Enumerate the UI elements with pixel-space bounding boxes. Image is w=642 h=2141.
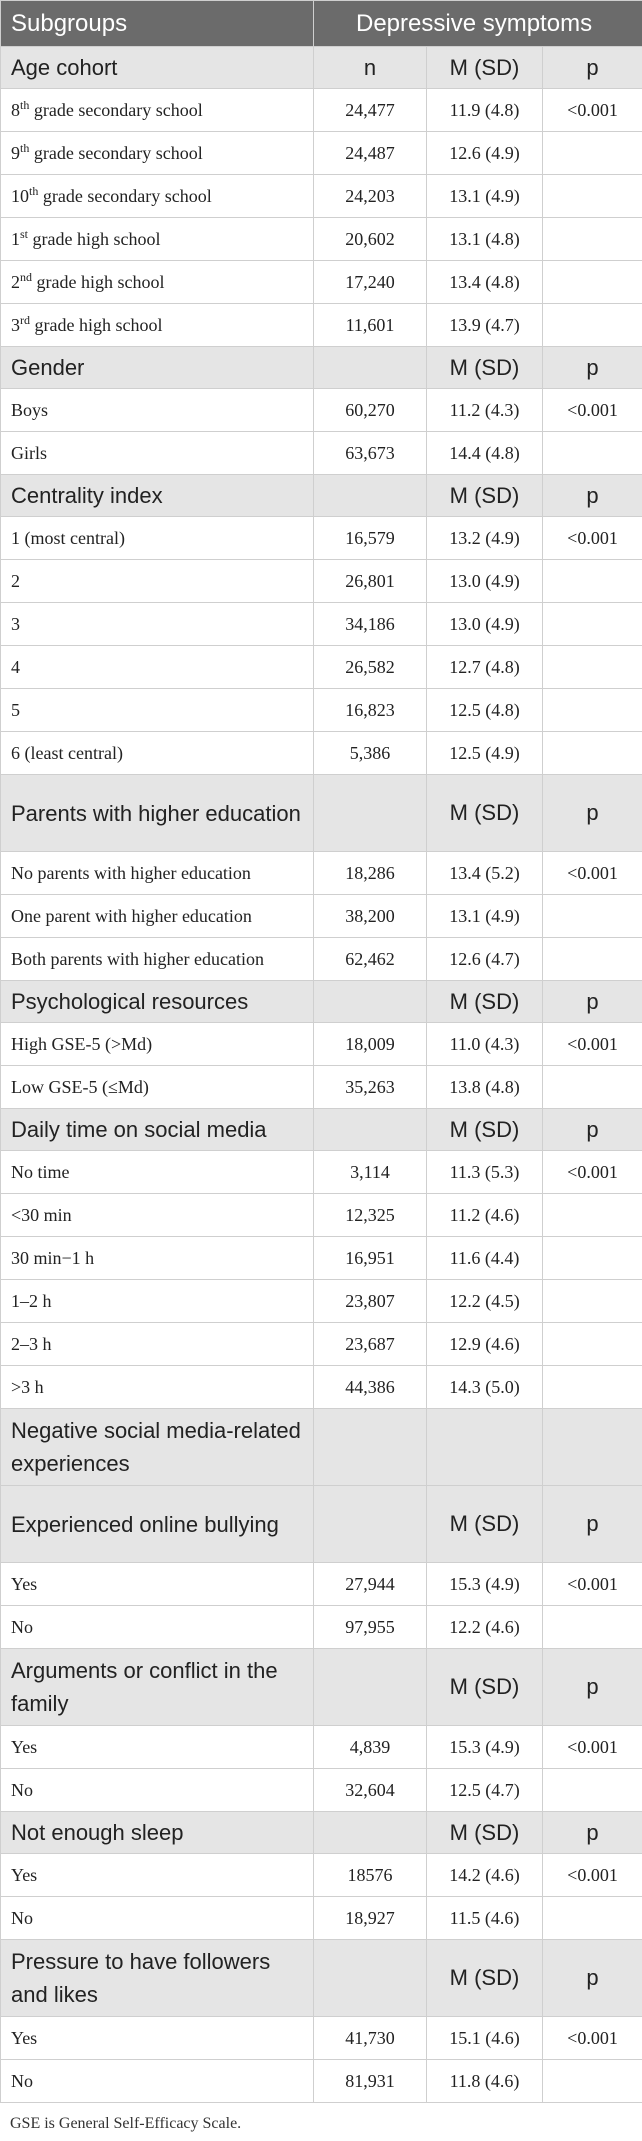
row-p: <0.001 [543, 1854, 642, 1897]
row-msd: 12.5 (4.8) [427, 689, 543, 732]
row-n: 18576 [314, 1854, 427, 1897]
ordinal-number: 8 [11, 99, 20, 120]
ordinal-suffix: rd [20, 312, 30, 327]
row-n: 23,807 [314, 1280, 427, 1323]
row-label: 5 [1, 689, 314, 732]
row-n: 11,601 [314, 304, 427, 347]
row-p: <0.001 [543, 1151, 642, 1194]
row-p [543, 1066, 642, 1109]
row-p: <0.001 [543, 1563, 642, 1606]
section-msd-header: M (SD) [427, 1486, 543, 1563]
table-row [1, 1769, 642, 1812]
section-header-row [1, 47, 642, 89]
section-p-header: p [543, 1486, 642, 1563]
row-n: 32,604 [314, 1769, 427, 1812]
section-n-header: n [314, 47, 427, 89]
table-row [1, 1726, 642, 1769]
row-msd: 15.1 (4.6) [427, 2017, 543, 2060]
table-row [1, 1897, 642, 1940]
row-msd: 12.2 (4.6) [427, 1606, 543, 1649]
row-label: No [1, 1769, 314, 1812]
row-p [543, 1280, 642, 1323]
table-row [1, 1066, 642, 1109]
row-msd: 11.8 (4.6) [427, 2060, 543, 2103]
section-p-header: p [543, 1940, 642, 2017]
section-header-row [1, 1940, 642, 2017]
ordinal-suffix: th [29, 183, 39, 198]
row-n: 41,730 [314, 2017, 427, 2060]
section-p-header: p [543, 1109, 642, 1151]
row-msd: 14.2 (4.6) [427, 1854, 543, 1897]
section-label: Not enough sleep [1, 1812, 314, 1854]
ordinal-number: 10 [11, 185, 29, 206]
ordinal-number: 2 [11, 271, 20, 292]
table-row [1, 304, 642, 347]
row-msd: 12.2 (4.5) [427, 1280, 543, 1323]
table-row [1, 646, 642, 689]
ordinal-number: 1 [11, 228, 20, 249]
section-label: Daily time on social media [1, 1109, 314, 1151]
section-p-header: p [543, 1812, 642, 1854]
table-row [1, 1280, 642, 1323]
table-row [1, 895, 642, 938]
row-msd: 11.3 (5.3) [427, 1151, 543, 1194]
section-label: Psychological resources [1, 981, 314, 1023]
row-label [1, 175, 314, 218]
row-p: <0.001 [543, 1023, 642, 1066]
section-p-header: p [543, 47, 642, 89]
row-n: 97,955 [314, 1606, 427, 1649]
row-p [543, 304, 642, 347]
row-label [1, 89, 314, 132]
section-n-header [314, 1812, 427, 1854]
row-p [543, 560, 642, 603]
row-label [1, 132, 314, 175]
table-row [1, 732, 642, 775]
row-msd: 13.8 (4.8) [427, 1066, 543, 1109]
section-p-header [543, 1409, 642, 1486]
section-label: Negative social media-related experiences [1, 1409, 314, 1486]
section-header-row [1, 981, 642, 1023]
row-p: <0.001 [543, 852, 642, 895]
row-p [543, 432, 642, 475]
row-n: 18,286 [314, 852, 427, 895]
section-header-row [1, 1812, 642, 1854]
section-msd-header: M (SD) [427, 1812, 543, 1854]
row-msd: 15.3 (4.9) [427, 1563, 543, 1606]
section-n-header [314, 347, 427, 389]
section-header-row [1, 775, 642, 852]
row-n: 16,579 [314, 517, 427, 560]
row-msd: 13.0 (4.9) [427, 560, 543, 603]
row-n: 16,823 [314, 689, 427, 732]
row-p: <0.001 [543, 389, 642, 432]
table-footnote: GSE is General Self-Efficacy Scale. [10, 2115, 242, 2132]
section-label: Parents with higher education [1, 775, 314, 852]
row-label: 6 (least central) [1, 732, 314, 775]
row-n: 24,203 [314, 175, 427, 218]
row-p: <0.001 [543, 1726, 642, 1769]
table-row [1, 1237, 642, 1280]
row-n: 44,386 [314, 1366, 427, 1409]
header-subgroups: Subgroups [1, 1, 314, 47]
row-p [543, 1897, 642, 1940]
table-row [1, 689, 642, 732]
table-row [1, 1151, 642, 1194]
row-n: 63,673 [314, 432, 427, 475]
row-label-text: grade secondary school [29, 99, 203, 120]
row-p [543, 175, 642, 218]
table-header-row [1, 1, 642, 47]
row-msd: 13.9 (4.7) [427, 304, 543, 347]
row-label: 1 (most central) [1, 517, 314, 560]
section-msd-header: M (SD) [427, 775, 543, 852]
row-label: Yes [1, 2017, 314, 2060]
row-p: <0.001 [543, 517, 642, 560]
row-n: 38,200 [314, 895, 427, 938]
row-n: 24,487 [314, 132, 427, 175]
section-msd-header [427, 1409, 543, 1486]
row-label-text: grade high school [32, 271, 165, 292]
row-n: 35,263 [314, 1066, 427, 1109]
row-msd: 12.6 (4.7) [427, 938, 543, 981]
row-label: 2 [1, 560, 314, 603]
section-label: Centrality index [1, 475, 314, 517]
row-label: One parent with higher education [1, 895, 314, 938]
table-row [1, 938, 642, 981]
row-msd: 13.1 (4.9) [427, 175, 543, 218]
row-label: 4 [1, 646, 314, 689]
section-header-row [1, 1486, 642, 1563]
ordinal-suffix: th [20, 97, 30, 112]
section-n-header [314, 1409, 427, 1486]
row-p [543, 2060, 642, 2103]
row-n: 4,839 [314, 1726, 427, 1769]
row-label: No [1, 2060, 314, 2103]
row-label: 1–2 h [1, 1280, 314, 1323]
row-msd: 11.5 (4.6) [427, 1897, 543, 1940]
row-label: 2–3 h [1, 1323, 314, 1366]
section-msd-header: M (SD) [427, 347, 543, 389]
row-p [543, 938, 642, 981]
row-n: 20,602 [314, 218, 427, 261]
row-label: Both parents with higher education [1, 938, 314, 981]
row-msd: 12.9 (4.6) [427, 1323, 543, 1366]
row-msd: 13.4 (5.2) [427, 852, 543, 895]
section-msd-header: M (SD) [427, 981, 543, 1023]
section-msd-header: M (SD) [427, 47, 543, 89]
row-n: 24,477 [314, 89, 427, 132]
section-label: Arguments or conflict in the family [1, 1649, 314, 1726]
row-label: Yes [1, 1563, 314, 1606]
row-p [543, 895, 642, 938]
table-row [1, 603, 642, 646]
row-n: 18,927 [314, 1897, 427, 1940]
table-row [1, 560, 642, 603]
section-label: Experienced online bullying [1, 1486, 314, 1563]
row-p [543, 1606, 642, 1649]
table-row [1, 1023, 642, 1066]
row-p: <0.001 [543, 2017, 642, 2060]
table-row [1, 1854, 642, 1897]
row-label: 3 [1, 603, 314, 646]
row-msd: 13.1 (4.8) [427, 218, 543, 261]
row-msd: 14.3 (5.0) [427, 1366, 543, 1409]
table-row [1, 1366, 642, 1409]
section-n-header [314, 1486, 427, 1563]
section-header-row [1, 1409, 642, 1486]
section-msd-header: M (SD) [427, 1109, 543, 1151]
table-row [1, 1323, 642, 1366]
row-label [1, 218, 314, 261]
row-label: >3 h [1, 1366, 314, 1409]
table-row [1, 261, 642, 304]
row-n: 26,582 [314, 646, 427, 689]
section-label: Age cohort [1, 47, 314, 89]
row-label: 30 min−1 h [1, 1237, 314, 1280]
row-p [543, 689, 642, 732]
row-n: 26,801 [314, 560, 427, 603]
section-msd-header: M (SD) [427, 475, 543, 517]
table-row [1, 218, 642, 261]
section-msd-header: M (SD) [427, 1649, 543, 1726]
section-n-header [314, 981, 427, 1023]
row-msd: 11.2 (4.6) [427, 1194, 543, 1237]
section-header-row [1, 347, 642, 389]
row-msd: 11.9 (4.8) [427, 89, 543, 132]
row-msd: 11.2 (4.3) [427, 389, 543, 432]
row-label: Yes [1, 1854, 314, 1897]
row-msd: 12.7 (4.8) [427, 646, 543, 689]
table-row [1, 175, 642, 218]
row-n: 18,009 [314, 1023, 427, 1066]
row-label-text: grade high school [28, 228, 161, 249]
row-label: No [1, 1897, 314, 1940]
row-msd: 13.4 (4.8) [427, 261, 543, 304]
row-n: 34,186 [314, 603, 427, 646]
row-label: Girls [1, 432, 314, 475]
row-label: <30 min [1, 1194, 314, 1237]
section-n-header [314, 475, 427, 517]
row-p [543, 261, 642, 304]
ordinal-number: 3 [11, 314, 20, 335]
row-label-text: grade high school [30, 314, 163, 335]
section-p-header: p [543, 475, 642, 517]
row-n: 3,114 [314, 1151, 427, 1194]
table-row [1, 432, 642, 475]
row-n: 17,240 [314, 261, 427, 304]
row-label: Boys [1, 389, 314, 432]
row-n: 12,325 [314, 1194, 427, 1237]
header-depressive-symptoms: Depressive symptoms [314, 1, 642, 47]
section-label: Pressure to have followers and likes [1, 1940, 314, 2017]
row-p: <0.001 [543, 89, 642, 132]
row-label: High GSE-5 (>Md) [1, 1023, 314, 1066]
section-n-header [314, 775, 427, 852]
table-row [1, 2017, 642, 2060]
section-p-header: p [543, 775, 642, 852]
row-label: No [1, 1606, 314, 1649]
row-n: 27,944 [314, 1563, 427, 1606]
section-p-header: p [543, 981, 642, 1023]
section-n-header [314, 1109, 427, 1151]
section-header-row [1, 1109, 642, 1151]
table-row [1, 1563, 642, 1606]
row-msd: 15.3 (4.9) [427, 1726, 543, 1769]
section-msd-header: M (SD) [427, 1940, 543, 2017]
row-p [543, 1769, 642, 1812]
ordinal-suffix: th [20, 140, 30, 155]
row-n: 16,951 [314, 1237, 427, 1280]
row-msd: 13.2 (4.9) [427, 517, 543, 560]
row-label-text: grade secondary school [38, 185, 212, 206]
row-msd: 13.0 (4.9) [427, 603, 543, 646]
row-label-text: grade secondary school [29, 142, 203, 163]
section-p-header: p [543, 1649, 642, 1726]
row-label [1, 304, 314, 347]
row-label: Low GSE-5 (≤Md) [1, 1066, 314, 1109]
table-row [1, 2060, 642, 2103]
row-msd: 13.1 (4.9) [427, 895, 543, 938]
ordinal-number: 9 [11, 142, 20, 163]
ordinal-suffix: nd [20, 269, 32, 284]
row-msd: 11.6 (4.4) [427, 1237, 543, 1280]
ordinal-suffix: st [20, 226, 29, 241]
row-label: No time [1, 1151, 314, 1194]
row-n: 81,931 [314, 2060, 427, 2103]
row-p [543, 1237, 642, 1280]
row-msd: 11.0 (4.3) [427, 1023, 543, 1066]
table-row [1, 1194, 642, 1237]
table-row [1, 852, 642, 895]
table-row [1, 389, 642, 432]
row-msd: 12.6 (4.9) [427, 132, 543, 175]
row-p [543, 132, 642, 175]
row-msd: 12.5 (4.9) [427, 732, 543, 775]
row-label: Yes [1, 1726, 314, 1769]
section-label: Gender [1, 347, 314, 389]
row-p [543, 1366, 642, 1409]
table-row [1, 89, 642, 132]
table-row [1, 132, 642, 175]
row-label: No parents with higher education [1, 852, 314, 895]
table-row [1, 1606, 642, 1649]
row-n: 5,386 [314, 732, 427, 775]
row-n: 60,270 [314, 389, 427, 432]
row-msd: 12.5 (4.7) [427, 1769, 543, 1812]
section-n-header [314, 1940, 427, 2017]
row-n: 62,462 [314, 938, 427, 981]
section-p-header: p [543, 347, 642, 389]
section-header-row [1, 475, 642, 517]
row-p [543, 1323, 642, 1366]
row-p [543, 1194, 642, 1237]
row-p [543, 732, 642, 775]
row-p [543, 218, 642, 261]
row-p [543, 603, 642, 646]
section-n-header [314, 1649, 427, 1726]
row-msd: 14.4 (4.8) [427, 432, 543, 475]
section-header-row [1, 1649, 642, 1726]
row-n: 23,687 [314, 1323, 427, 1366]
table-row [1, 517, 642, 560]
row-label [1, 261, 314, 304]
row-p [543, 646, 642, 689]
